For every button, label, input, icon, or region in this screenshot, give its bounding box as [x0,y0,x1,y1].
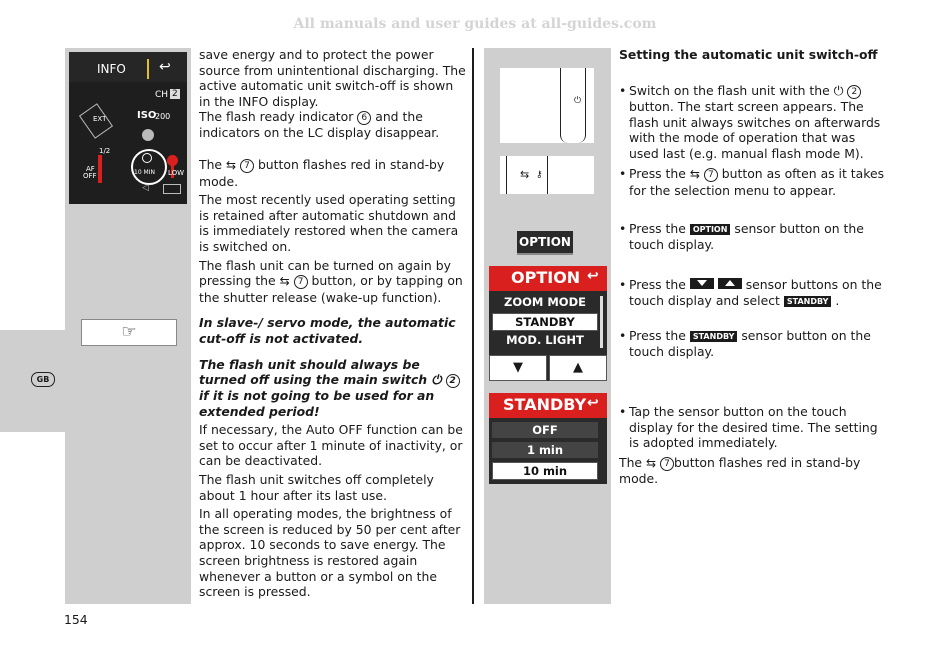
final-note: The ⇆ 7 button flashes red in stand-by mode. [619,454,861,487]
paragraph-setting-retained: The most recently used operating setting is retained after automatic shutdown and is immediately restored when the camera is switched on. [199,192,459,254]
menu-scrollbar[interactable] [600,296,603,348]
battery-icon [163,184,181,194]
page-number: 154 [64,612,88,627]
column-divider [472,48,474,604]
back-icon: ↩ [159,59,171,75]
option-chip: OPTION [690,224,731,235]
standby-chip: STANDBY [784,296,832,307]
mode-button-icon: ⇆ [645,455,657,470]
option-menu-screen [489,266,607,381]
option-menu-header [489,266,607,291]
power-icon: ⏻ [431,372,442,388]
standby-menu-header [489,393,607,418]
up-arrow-chip-icon [718,278,742,289]
standby-menu-title: STANDBY [503,395,587,414]
note-main-switch: The flash unit should always be turned off using the main switch ⏻ 2 if it is not going to be used for an extended period! [199,357,467,420]
off-label: OFF [83,172,97,180]
standby-chip: STANDBY [690,331,738,342]
flash-unit-side-sketch [500,68,594,143]
standby-option-off[interactable]: OFF [492,422,598,438]
ext-label: EXT [93,115,107,123]
note-hand-icon: ☞ [81,319,177,346]
power-icon: ⏻ [574,96,582,106]
menu-item-mod-light[interactable]: MOD. LIGHT [506,333,584,347]
step-press-standby: • Press the STANDBY sensor button on the touch display. [619,328,887,359]
right-heading: Setting the automatic unit switch-off [619,47,878,62]
clock-icon [142,153,152,163]
language-badge: GB [31,372,55,387]
paragraph-autooff-intro: save energy and to protect the power source from unintentional discharging. The active automatic unit switch-off is shown in the INFO display. [199,47,466,109]
af-label: AF [86,165,95,173]
mode-button-icon: ⇆ [689,167,700,181]
info-lcd-screen [69,52,187,204]
note-slave-mode: In slave-/ servo mode, the automatic cut-off is not activated. [199,315,456,346]
step-tap-time: • Tap the sensor button on the touch display for the desired time. The setting is adopted immediately. The ⇆ 7 button flashes red in stand-by mode. [619,404,887,490]
paragraph-standby-flash: The ⇆ 7 button flashes red in stand-by mode. [199,156,445,189]
paragraph-auto-off-config: If necessary, the Auto OFF function can be set to occur after 1 minute of inactivity, or can be deactivated. [199,422,463,469]
mode-button-icon: ⇆ [520,168,530,181]
iso-value: 200 [155,112,171,121]
aperture-icon [142,129,154,141]
iso-label: ISO [137,110,157,121]
power-icon: ⏻ [833,83,844,98]
step-press-option: • Press the OPTION sensor button on the touch display. [619,221,887,252]
scroll-up-button[interactable]: ▲ [549,355,607,381]
watermark: All manuals and user guides at all-guides.com [293,16,657,32]
standby-option-1-min[interactable]: 1 min [492,442,598,458]
flash-unit-button-sketch [500,156,594,194]
down-arrow-chip-icon [690,278,714,289]
back-icon[interactable]: ↩ [587,395,599,411]
back-icon[interactable]: ↩ [587,268,599,284]
ch-value: 2 [172,89,178,99]
info-label: INFO [97,62,126,76]
low-label: LOW [168,169,185,177]
key-icon: ⚷ [536,170,543,180]
step-switch-on: • Switch on the flash unit with the ⏻ 2 button. The start screen appears. The flash unit always switches on afterwards with the mode of operation that was used last (e.g. manual flash mode M). [619,83,887,161]
option-button[interactable]: OPTION [517,231,573,255]
left-text-column [199,47,467,603]
scroll-down-button[interactable]: ▼ [489,355,547,381]
menu-item-zoom-mode[interactable]: ZOOM MODE [504,295,586,309]
menu-item-standby[interactable]: STANDBY [492,313,598,331]
ch-label: CH [155,90,169,100]
red-power-bar [98,155,102,183]
standby-option-10-min[interactable]: 10 min [492,462,598,480]
speaker-icon: ◁ [142,183,149,193]
timer-label: 10 MIN [134,169,155,176]
step-select-standby: • Press the sensor buttons on the touch display and select STANDBY . [619,277,887,308]
paragraph-brightness: In all operating modes, the brightness of the screen is reduced by 50 per cent after approx. 10 seconds to save energy. The screen brightness is restored again whenever a button or a symbol on the screen is pressed. [199,506,461,600]
paragraph-wake-up: The flash unit can be turned on again by pressing the ⇆ 7 button, or by tapping on the shutter release (wake-up function). [199,257,463,305]
mode-button-icon: ⇆ [279,274,290,289]
option-menu-title: OPTION [511,268,581,287]
paragraph-full-switch-off: The flash unit switches off completely about 1 hour after its last use. [199,472,434,503]
mode-button-icon: ⇆ [225,157,237,172]
step-press-mode-button: • Press the ⇆ 7 button as often as it takes for the selection menu to appear. [619,166,887,198]
info-divider [147,59,149,79]
paragraph-flash-ready: The flash ready indicator 6 and the indicators on the LC display disappear. [199,109,440,141]
standby-menu-screen [489,393,607,484]
half-label: 1/2 [99,147,111,155]
